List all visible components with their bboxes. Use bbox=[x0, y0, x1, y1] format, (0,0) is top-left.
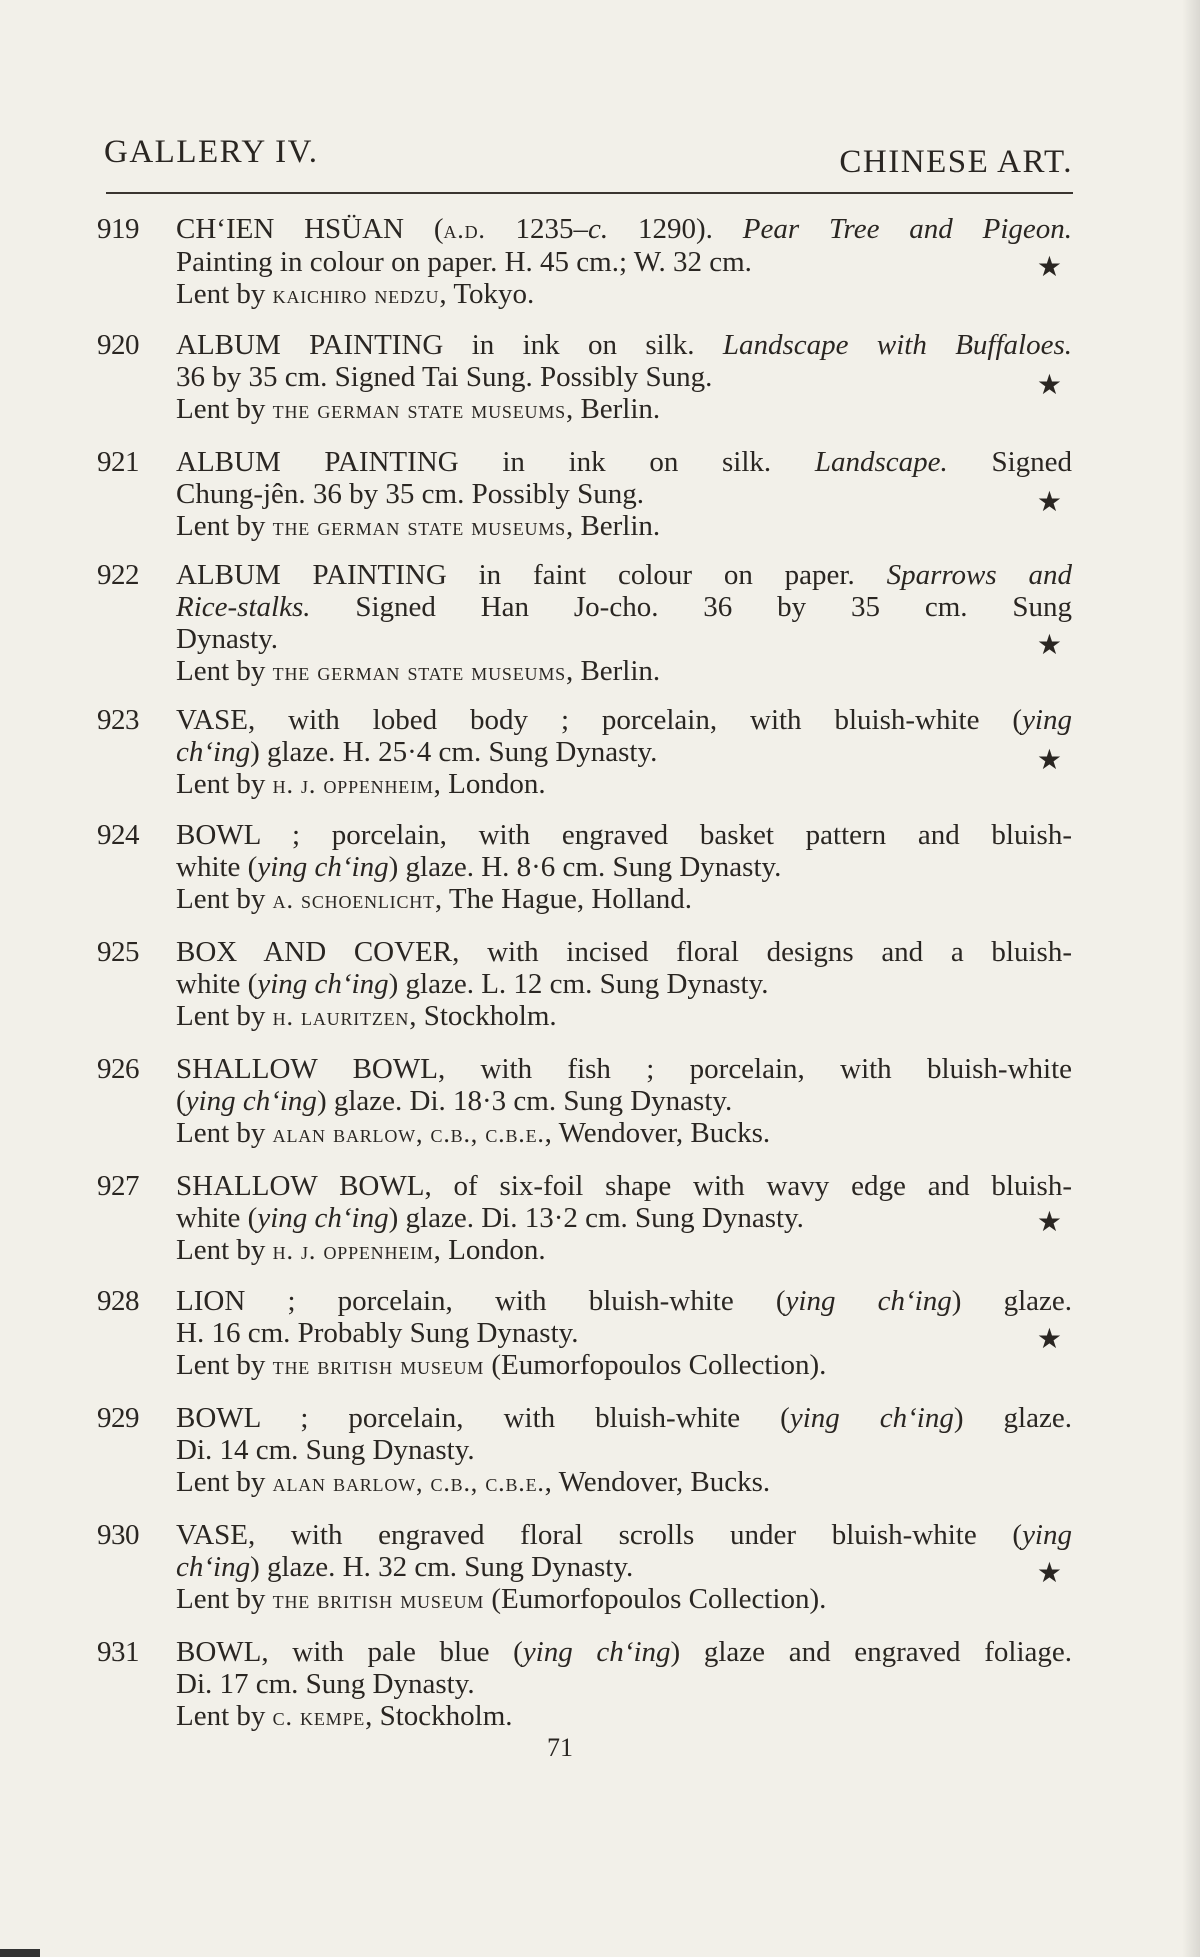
lender-name: the german state museums bbox=[272, 395, 566, 424]
gallery-heading: GALLERY IV. bbox=[104, 134, 319, 170]
entry-number: 924 bbox=[97, 819, 139, 851]
star-icon: ★ bbox=[1036, 1205, 1062, 1238]
entry-line bbox=[176, 1519, 1072, 1551]
lender-location: , Berlin. bbox=[565, 655, 661, 687]
entry-term: ying ch‘ing bbox=[257, 968, 389, 1000]
entry-era: a.d. bbox=[443, 215, 486, 244]
lent-by-label: Lent by bbox=[176, 1583, 273, 1615]
entry-line: 36 by 35 cm. Signed Tai Sung. Possibly Sung. bbox=[176, 361, 713, 393]
entry-term: ch‘ing bbox=[176, 736, 251, 768]
entry-number: 929 bbox=[97, 1402, 139, 1434]
entry-text: in ink on silk. bbox=[458, 446, 815, 478]
entry-line bbox=[176, 329, 1072, 361]
lender-location: , London. bbox=[433, 768, 546, 800]
lender-location: (Eumorfopoulos Collection). bbox=[484, 1583, 827, 1615]
entry-lender-line bbox=[176, 655, 1072, 688]
catalogue-entry bbox=[97, 1519, 1072, 1616]
entry-text: Signed Han Jo-cho. 36 by 35 cm. Sung bbox=[310, 591, 1072, 623]
entry-number: 922 bbox=[97, 559, 139, 591]
lender-location: , The Hague, Holland. bbox=[434, 883, 693, 915]
entry-line bbox=[176, 591, 1072, 623]
entry-title: BOX AND COVER bbox=[176, 936, 453, 968]
star-icon: ★ bbox=[1036, 743, 1062, 776]
entry-number: 923 bbox=[97, 704, 139, 736]
entry-line bbox=[176, 1170, 1072, 1202]
lender-name: the british museum bbox=[272, 1351, 485, 1380]
entry-text: , of six-foil shape with wavy edge and bluish- bbox=[424, 1170, 1072, 1202]
entry-term: ying bbox=[1022, 704, 1072, 736]
entry-text: , with incised floral designs and a bluish- bbox=[452, 936, 1072, 968]
entry-text: ) glaze. bbox=[953, 1402, 1072, 1434]
entry-text: ; porcelain, with bluish-white ( bbox=[260, 1402, 790, 1434]
entry-line bbox=[176, 851, 1072, 883]
entry-title: BOWL bbox=[176, 1402, 261, 1434]
entry-line: Chung-jên. 36 by 35 cm. Possibly Sung. bbox=[176, 478, 645, 510]
lender-location: (Eumorfopoulos Collection). bbox=[484, 1349, 827, 1381]
entry-text: ) glaze. bbox=[951, 1285, 1072, 1317]
entry-text: white ( bbox=[176, 1202, 258, 1234]
entry-title: LION bbox=[176, 1285, 246, 1317]
entry-title: VASE bbox=[176, 1519, 248, 1551]
entry-line bbox=[176, 1285, 1072, 1317]
entry-term: ying ch‘ing bbox=[257, 1202, 389, 1234]
entry-number: 926 bbox=[97, 1053, 139, 1085]
entry-text: white ( bbox=[176, 968, 258, 1000]
entry-lender-line bbox=[176, 883, 1072, 916]
entry-title: BOWL bbox=[176, 819, 261, 851]
lent-by-label: Lent by bbox=[176, 883, 273, 915]
entry-text: in ink on silk. bbox=[443, 329, 723, 361]
lent-by-label: Lent by bbox=[176, 510, 273, 542]
entry-line bbox=[176, 1402, 1072, 1434]
entry-number: 928 bbox=[97, 1285, 139, 1317]
entry-number: 931 bbox=[97, 1636, 139, 1668]
entry-lender-line bbox=[176, 278, 1072, 311]
lender-location: , Berlin. bbox=[565, 393, 661, 425]
lender-name: a. schoenlicht bbox=[272, 885, 435, 914]
catalogue-entry bbox=[97, 704, 1072, 801]
entry-line bbox=[176, 1053, 1072, 1085]
lent-by-label: Lent by bbox=[176, 393, 273, 425]
entry-term: ying ch‘ing bbox=[789, 1402, 954, 1434]
lender-name: the german state museums bbox=[272, 657, 566, 686]
entry-text: Signed bbox=[947, 446, 1073, 478]
entry-title: VASE bbox=[176, 704, 248, 736]
entry-lender-line bbox=[176, 510, 1072, 543]
entry-line bbox=[176, 1202, 1072, 1234]
entry-number: 925 bbox=[97, 936, 139, 968]
entry-line: Di. 17 cm. Sung Dynasty. bbox=[176, 1668, 475, 1700]
lender-name: the british museum bbox=[272, 1585, 485, 1614]
lent-by-label: Lent by bbox=[176, 768, 273, 800]
entry-text: ) glaze. H. 8·6 cm. Sung Dynasty. bbox=[388, 851, 782, 883]
entry-number: 927 bbox=[97, 1170, 139, 1202]
entry-text: white ( bbox=[176, 851, 258, 883]
section-heading: CHINESE ART. bbox=[839, 144, 1073, 180]
entry-line: H. 16 cm. Probably Sung Dynasty. bbox=[176, 1317, 579, 1349]
entry-text: ; porcelain, with engraved basket pattern and bluish- bbox=[260, 819, 1072, 851]
entry-text: , with pale blue ( bbox=[261, 1636, 523, 1668]
entry-line bbox=[176, 1085, 1072, 1117]
lender-location: , Tokyo. bbox=[439, 278, 535, 310]
entry-text: ( bbox=[404, 213, 444, 245]
lent-by-label: Lent by bbox=[176, 1000, 273, 1032]
catalogue-entry bbox=[97, 1285, 1072, 1382]
entry-circa: c. bbox=[588, 213, 609, 245]
entry-line bbox=[176, 704, 1072, 736]
entry-number: 919 bbox=[97, 213, 139, 245]
entry-term: ying ch‘ing bbox=[522, 1636, 671, 1668]
entry-lender-line bbox=[176, 768, 1072, 801]
entry-lender-line bbox=[176, 1700, 1072, 1733]
entry-lender-line bbox=[176, 1000, 1072, 1033]
entry-line bbox=[176, 559, 1072, 591]
lender-name: h. j. oppenheim bbox=[272, 770, 434, 799]
catalogue-entry bbox=[97, 819, 1072, 916]
catalogue-entry bbox=[97, 1402, 1072, 1499]
entry-text: ) glaze. H. 32 cm. Sung Dynasty. bbox=[250, 1551, 634, 1583]
entry-text: ) glaze and engraved foliage. bbox=[670, 1636, 1072, 1668]
entry-text: , with lobed body ; porcelain, with bluish-white ( bbox=[248, 704, 1023, 736]
entry-line bbox=[176, 936, 1072, 968]
entry-line: Di. 14 cm. Sung Dynasty. bbox=[176, 1434, 475, 1466]
entry-line bbox=[176, 1551, 1072, 1583]
entry-artwork-title: Landscape with Buffaloes. bbox=[722, 329, 1073, 361]
star-icon: ★ bbox=[1036, 1556, 1062, 1589]
entry-number: 930 bbox=[97, 1519, 139, 1551]
catalogue-entry bbox=[97, 936, 1072, 1033]
entry-term: ying bbox=[1022, 1519, 1072, 1551]
catalogue-entry bbox=[97, 1053, 1072, 1150]
catalogue-entry bbox=[97, 1170, 1072, 1267]
entry-number: 921 bbox=[97, 446, 139, 478]
lent-by-label: Lent by bbox=[176, 1117, 273, 1149]
star-icon: ★ bbox=[1036, 628, 1062, 661]
entry-text: ) glaze. Di. 18·3 cm. Sung Dynasty. bbox=[316, 1085, 733, 1117]
lender-name: the german state museums bbox=[272, 512, 566, 541]
entry-title: CH‘IEN HSÜAN bbox=[176, 213, 404, 245]
lender-name: alan barlow, c.b., c.b.e. bbox=[272, 1119, 545, 1148]
entry-text: ) glaze. Di. 13·2 cm. Sung Dynasty. bbox=[388, 1202, 804, 1234]
page-edge-shadow bbox=[1182, 0, 1200, 1957]
lent-by-label: Lent by bbox=[176, 1700, 273, 1732]
page-number: 71 bbox=[547, 1733, 573, 1762]
entry-artwork-title: Rice-stalks. bbox=[176, 591, 311, 623]
lender-name: h. j. oppenheim bbox=[272, 1236, 434, 1265]
entry-text: ( bbox=[176, 1085, 186, 1117]
catalogue-entries bbox=[97, 213, 1072, 1733]
lender-location: , Stockholm. bbox=[409, 1000, 557, 1032]
entry-text: ; porcelain, with bluish-white ( bbox=[245, 1285, 786, 1317]
entry-text: ) glaze. H. 25·4 cm. Sung Dynasty. bbox=[250, 736, 658, 768]
lent-by-label: Lent by bbox=[176, 655, 273, 687]
entry-title: ALBUM PAINTING bbox=[176, 559, 447, 591]
entry-artwork-title: Landscape. bbox=[814, 446, 948, 478]
catalogue-entry bbox=[97, 1636, 1072, 1733]
lender-location: , Wendover, Bucks. bbox=[544, 1117, 771, 1149]
star-icon: ★ bbox=[1036, 485, 1062, 518]
entry-text: , with fish ; porcelain, with bluish-white bbox=[437, 1053, 1073, 1085]
catalogue-entry bbox=[97, 446, 1072, 543]
entry-line bbox=[176, 819, 1072, 851]
catalogue-entry bbox=[97, 213, 1072, 311]
entry-line bbox=[176, 968, 1072, 1000]
entry-lender-line bbox=[176, 1349, 1072, 1382]
entry-line bbox=[176, 446, 1072, 478]
entry-title: ALBUM PAINTING bbox=[176, 446, 459, 478]
lender-name: c. kempe bbox=[272, 1702, 366, 1731]
entry-title: SHALLOW BOWL bbox=[176, 1170, 425, 1202]
lender-location: , Wendover, Bucks. bbox=[544, 1466, 771, 1498]
lent-by-label: Lent by bbox=[176, 1349, 273, 1381]
star-icon: ★ bbox=[1036, 368, 1062, 401]
entry-number: 920 bbox=[97, 329, 139, 361]
lent-by-label: Lent by bbox=[176, 278, 273, 310]
entry-term: ying ch‘ing bbox=[185, 1085, 317, 1117]
entry-title: SHALLOW BOWL bbox=[176, 1053, 438, 1085]
entry-lender-line bbox=[176, 1234, 1072, 1267]
entry-text: 1290). bbox=[608, 213, 713, 245]
lent-by-label: Lent by bbox=[176, 1234, 273, 1266]
entry-artwork-title: Pear Tree and Pigeon. bbox=[712, 213, 1072, 245]
star-icon: ★ bbox=[1036, 1322, 1062, 1355]
entry-title: BOWL bbox=[176, 1636, 262, 1668]
entry-title: ALBUM PAINTING bbox=[176, 329, 444, 361]
catalogue-entry bbox=[97, 559, 1072, 688]
lender-name: alan barlow, c.b., c.b.e. bbox=[272, 1468, 545, 1497]
header-rule bbox=[106, 192, 1073, 194]
entry-term: ying ch‘ing bbox=[785, 1285, 952, 1317]
entry-text: ) glaze. L. 12 cm. Sung Dynasty. bbox=[388, 968, 769, 1000]
entry-term: ch‘ing bbox=[176, 1551, 251, 1583]
entry-line: Painting in colour on paper. H. 45 cm.; W. 32 cm. bbox=[176, 246, 752, 278]
lender-location: , Stockholm. bbox=[365, 1700, 513, 1732]
entry-lender-line bbox=[176, 393, 1072, 426]
entry-lender-line bbox=[176, 1466, 1072, 1499]
star-icon: ★ bbox=[1036, 250, 1062, 283]
entry-term: ying ch‘ing bbox=[257, 851, 389, 883]
entry-text: , with engraved floral scrolls under bluish-white ( bbox=[248, 1519, 1023, 1551]
entry-text: 1235– bbox=[485, 213, 589, 245]
entry-line bbox=[176, 736, 1072, 768]
lent-by-label: Lent by bbox=[176, 1466, 273, 1498]
entry-line bbox=[176, 1636, 1072, 1668]
lender-location: , Berlin. bbox=[565, 510, 661, 542]
entry-lender-line bbox=[176, 1583, 1072, 1616]
lender-name: h. lauritzen bbox=[272, 1002, 410, 1031]
lender-name: kaichiro nedzu bbox=[272, 280, 440, 309]
entry-line bbox=[176, 213, 1072, 246]
entry-text: in faint colour on paper. bbox=[446, 559, 887, 591]
entry-line: Dynasty. bbox=[176, 623, 279, 655]
lender-location: , London. bbox=[433, 1234, 546, 1266]
catalogue-entry bbox=[97, 329, 1072, 426]
entry-lender-line bbox=[176, 1117, 1072, 1150]
entry-artwork-title: Sparrows and bbox=[886, 559, 1073, 591]
scan-corner-mark bbox=[0, 1949, 40, 1957]
